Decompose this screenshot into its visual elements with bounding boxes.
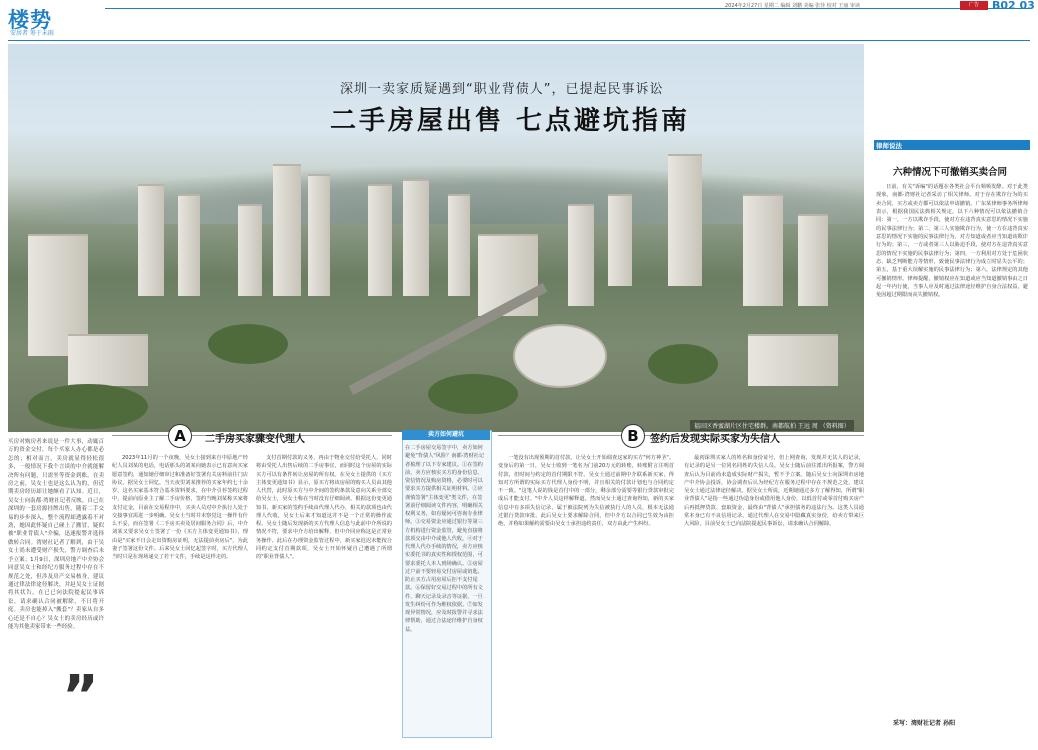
building: [178, 194, 200, 296]
section-a-col2: 支付首期付款的义务，再由于物业交付给受托人，同时将由受托人出售后续的二手房事宜，而同时这个房屋的实际买方可以有条件转让房屋的所有权。在吴女士提供的《买方主体变更通知书》显示，原买方将该房屋的购买人员由其他人代替，此时原买方与中介间的签约条款及意向关系全部交给吴女士，吴女士称在当时没有仔细阅读。根据这份变更通知书，新买家的签约手续由代理人代办，相关的款项也由代理人代收，吴女士后来才知道这并不是一个正常的操作流程。吴女士随后发现新的买方代理人信息与此前中介所说的情况不符，要求中介方给出解释，但中介回应称这是正常业务操作。此后在办理资金监管过程中，新买家迟迟未能按合同约定支付首期款项，吴女士开始怀疑自己遭遇了所谓的"职业背债人"。: [256, 455, 392, 560]
tree-cluster: [648, 344, 718, 384]
section-a-badge: A: [168, 424, 192, 448]
building: [273, 164, 301, 296]
building: [743, 194, 783, 306]
photo-caption: 福田区香蜜湖片区住宅楼群。南都航拍 王远 周 （资料图）: [690, 420, 854, 431]
photo-headline: 二手房屋出售 七点避坑指南: [330, 106, 691, 136]
expert-box-text: 在二手房屋交易签字中，卖方如何避免"背债人"风险？南都·湾财社记者梳理了以下专家建议。①在签约前，卖方应核实买方的身份信息、资信情况及购房资格，必要时可以要求买方提供相关证明材料。②应谨慎签署"主体变更"类文件，在签署前仔细阅读文件内容，明确相关权利义务，如有疑问可咨询专业律师。③交易资金应通过银行等第三方机构进行资金监管，避免直接将款项交由中介或他人代收。④对于代理人代办手续的情况，卖方应核实委托书的真实性和授权范围，可要求委托人本人到场确认。⑤房屋过户前不要轻易交付房屋或钥匙，防止买方占用房屋后拒不支付尾款。⑥保留好交易过程中的所有文件、聊天记录及录音等证据，一旦发生纠纷可作为维权依据。⑦如发现异常情况，应及时报警并寻求法律帮助，通过合法途径维护自身权益。: [405, 445, 485, 633]
ad-tag: 广告: [960, 1, 988, 10]
building: [668, 154, 702, 286]
building: [308, 174, 330, 296]
photo-kicker: 深圳一卖家质疑遇到“职业背债人”，已提起民事诉讼: [340, 82, 664, 97]
section-b-col2: 最初深圳买家人的姓名和身份证号，但上网查询，发现并无其人的记录，有记录的是另一位同名同姓的失信人员。吴女士随后前往派出所报案，警方调查后认为目前尚未造成实际财产损失，暂不予立案。随后吴女士向深圳市房地产中介协会投诉，协会调查后认为经纪方在服务过程中存在不规范之处，建议吴女士通过法律途径解决。据吴女士所说，近期她通过多方了解得知，所谓"职业背债人"是指一些通过伪造身份或借用他人身份，以低首付或零首付购买房产后再抵押贷款、套取资金，最终由"背债人"承担债务的违法行为。这类人员通常本身已有不良信用记录，通过代理人在交易中隐藏真实身份，给卖方带来巨大风险。目前吴女士已向法院提起民事诉讼，请求确认合同解除。: [684, 455, 864, 527]
page-number: B02 03: [992, 0, 1035, 12]
dateline: 2024年2月27日 星期二 编辑 刘鹏 美编 张佳 校对 王丽 审读: [725, 3, 860, 9]
tree-cluster: [28, 384, 148, 429]
building: [798, 214, 828, 306]
tree-cluster: [208, 324, 288, 364]
building: [368, 184, 392, 296]
section-b-badge: B: [621, 424, 645, 448]
sidebar-tag: 律师说法: [876, 142, 902, 150]
section-title: 楼势: [8, 8, 52, 32]
building: [68, 334, 148, 386]
section-a-col1: 2023年11月的一个夜晚，吴女士接到来自中原地产经纪人员刘某的电话，电话那头的刘某向她表示已有意向买家愿意签约，通知她仔细审过和准备好签署有关房料前往门店协议。据吴女士回忆，当天夜里刘某推荐的买家年约七十余岁，这名买家基本符合基本资料要求，在中介引荐签约过程中，提前向原业主了解二手房价格，签约当晚刘某称买家将支付定金，目前在交易程序中，买卖人员对中介执行人处于交接事宜需进一步明确。吴女士当时并未察觉这一操作有什么不妥，而在签署《二手房买卖及居间服务合同》后，中介刘某又要求吴女士签署了一份《买方主体变更通知书》，理由是"买家不日会走出资购房证明，无法提前卖房后"，为此妻子签署这份文件。后来吴女士回忆起签字时，买方代理人当时只是在现场递交了若干文件，手续是这样走的。: [112, 455, 248, 560]
round-building: [513, 324, 607, 388]
building: [568, 204, 594, 306]
mountain-range: [8, 164, 864, 224]
tree-cluster: [428, 374, 518, 414]
section-a-title: 二手房买家骤变代理人: [205, 434, 305, 445]
section-b-title: 签约后发现实际买家为失信人: [650, 434, 780, 445]
building: [448, 194, 470, 296]
header-rule: [105, 8, 1030, 9]
section-subtitle: 安居者 筹于未雨: [10, 30, 54, 37]
masthead: [8, 4, 98, 36]
sidebar-title: 六种情况下可撤销买卖合同: [893, 167, 1008, 178]
building: [403, 179, 429, 296]
header-divider: [8, 40, 1030, 41]
building: [608, 194, 632, 286]
section-b-col1: 一笔没有出现预期的首付款，让吴女士开始调查这家的买方"何方神圣"。变身后的第一日，吴女士收到一笔名为门前20万元的转账，转账附言注明首付款，但时间与约定的首付期限不符。吴女士通过前期中介联系新买家，得知对方所谓的实际买方代理人身份不明，并且相关的付款计划也与合同约定不一致。"这笔人说的钱是首付中的一部分，剩余部分需要等银行贷款审批完成后才能支付。"中介人员这样解释道。然而吴女士通过查询得知，新的买家信息中有多项失信记录，属于被法院列为失信被执行人的人员，根本无法通过银行贷款审批。此后吴女士要求解除合同，但中介方以合同已生效为由拒绝，并称如果解约需要由吴女士承担违约责任，双方由此产生纠纷。: [498, 455, 674, 527]
expert-box-head: 卖方如何避坑: [402, 430, 490, 440]
intro-text: 买房对购房者来说是一件大事，动辄百万的资金交付，每个买家人办心都是必怎的；相对而言，卖房就显得轻松很多，一般情况下我个言谈的中介就能解决所有问题，只需坐等资金到账。在卖房之前，吴女士也是这么认为的，但近期卖房经历却让她颇看了认知。近日，吴女士向南都·湾财社记者反映，自己在深圳的一套房源挂牌出售，随着二手交易的步步深入，整个流程却透露着不对劲，她因此怀疑自己碰上了搬冒，疑似被"职业背债人"介骗，迅速报警并选择做转合同。湾财社记者了解到，由于吴女士尚未遭受财产损失，警方调查后未予立案；1月9日，深圳房地产中介协会同意吴女士和经纪方服务过程中存在不规范之处，但涉及房产交易核身，建议通过律法律途径解决，并赵吴女士证据将其状告，在已已向法院提起民事诉讼，请求确认合同被解除，不日将开庭。卖房也能掉入"搬套"？卖家从自多心还是不自心？吴女士的卖房经历或许能为其他卖家带来一些经验。: [8, 439, 104, 630]
building: [748, 334, 838, 386]
sidebar-text: 日前，有关"诉编"的话题在各类社会平台频频发酵。对于此类现象，南都·湾财社记者采访了相关律师。对于存在欺诈行为的买卖合同，买方或卖方都可以依法申请撤销。广东某律师事务所律师表示，根据我国民法典相关规定，以下六种情况可以依法撤销合同：第一，一方以欺诈手段，使对方在违背真实意思的情况下实施的民事法律行为；第二，第三人实施欺诈行为，使一方在违背真实意思的情况下实施的民事法律行为，对方知道或者应当知道该欺诈行为的；第三，一方或者第三人以胁迫手段，使对方在违背真实意思的情况下实施的民事法律行为；第四，一方利用对方处于危困状态、缺乏判断能力等情形，致使民事法律行为成立时显失公平的；第五，基于重大误解实施的民事法律行为；第六，法律规定的其他可撤销情形。律师提醒，撤销权应在知道或应当知道撤销事由之日起一年内行使，当事人应及时通过法律途径维护自身合法权益，避免因超过期限而丧失撤销权。: [876, 184, 1028, 299]
sidebar-author: 采写：湾财社记者 孙阳: [893, 720, 956, 727]
quote-mark-icon: ”: [62, 664, 99, 729]
building: [138, 184, 164, 296]
building: [238, 204, 262, 296]
